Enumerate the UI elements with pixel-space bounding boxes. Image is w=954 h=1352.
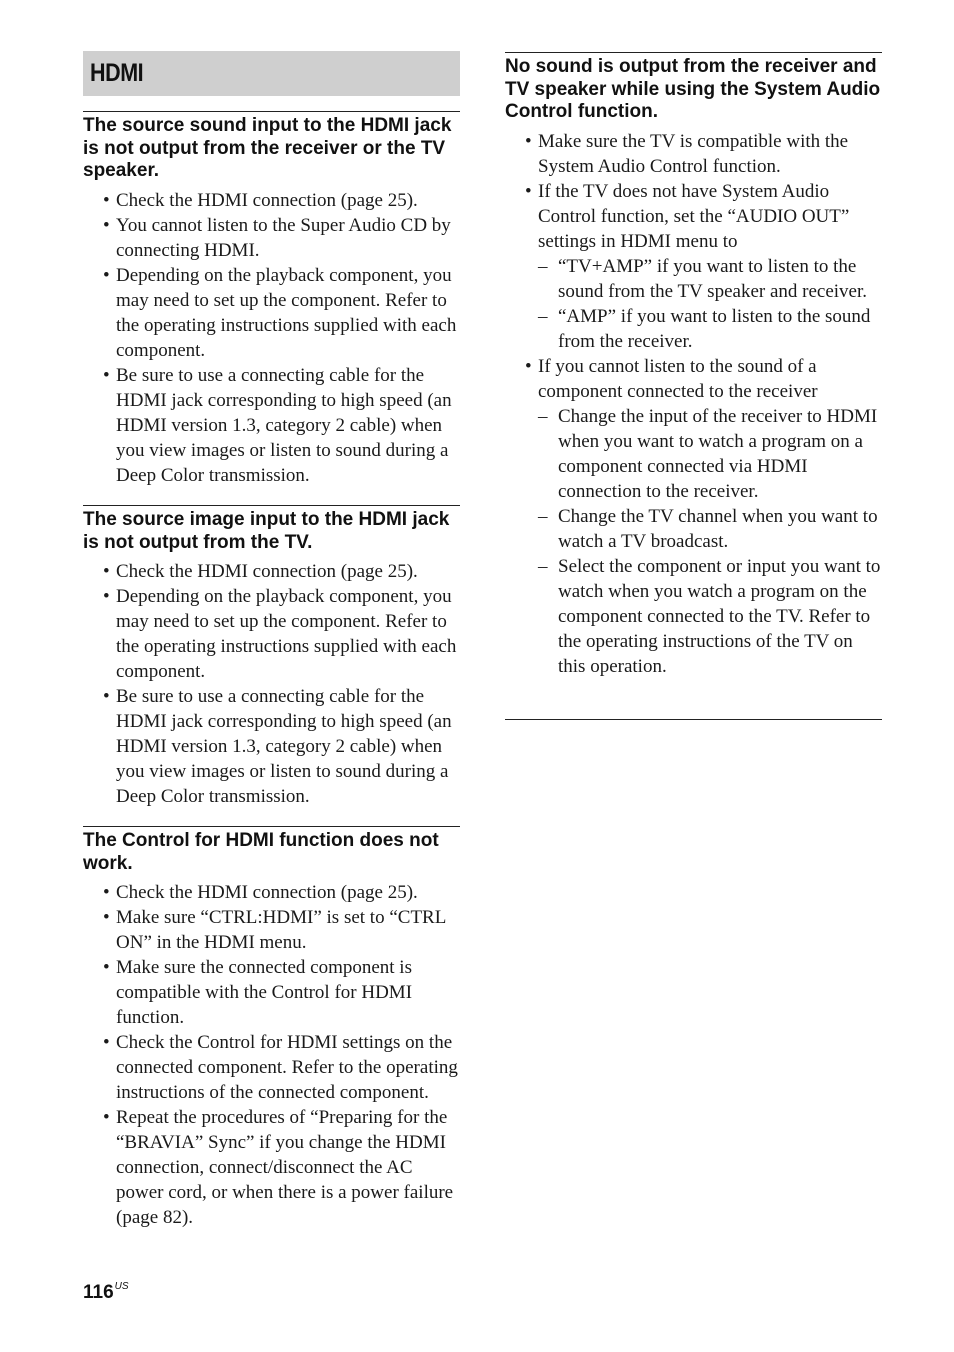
sub-list-item: – Change the input of the receiver to HDMI when you want to watch a program on a component connected via HDMI connection to the receiver. [538, 405, 878, 502]
dash-icon: – [538, 505, 548, 527]
bullet-icon: • [103, 214, 110, 236]
bullet-list [505, 129, 882, 679]
list-item: • Be sure to use a connecting cable for the HDMI jack corresponding to high speed (an HDMI version 1.3, category 2 cable) when you view images or listen to sound during a Deep Color transmission. [103, 364, 452, 486]
bullet-list [83, 880, 460, 1230]
list-item: • Check the HDMI connection (page 25). [103, 189, 418, 211]
dash-icon: – [538, 305, 548, 327]
bullet-list [83, 559, 460, 809]
end-divider [505, 719, 882, 720]
list-item: • Check the Control for HDMI settings on the connected component. Refer to the operating instructions of the connected component. [103, 1032, 458, 1103]
bullet-icon: • [103, 189, 110, 211]
list-item: • You cannot listen to the Super Audio CD by connecting HDMI. [103, 214, 451, 261]
list-item: • Make sure “CTRL:HDMI” is set to “CTRL ON” in the HDMI menu. [103, 907, 446, 953]
bullet-icon: • [525, 180, 532, 202]
list-item: • Repeat the procedures of “Preparing for the “BRAVIA” Sync” if you change the HDMI connection, connect/disconnect the AC power cord, or when there is a power failure (page 82). [103, 1107, 454, 1228]
bullet-icon: • [103, 1032, 110, 1053]
sub-list-item: – Change the TV channel when you want to watch a TV broadcast. [538, 505, 878, 552]
sub-list-item: – “AMP” if you want to listen to the sound from the receiver. [538, 305, 871, 352]
topic-image-not-output [83, 505, 460, 809]
page-number: $116^{US}$ [83, 1281, 129, 1303]
list-item: • If the TV does not have System Audio Control function, set the “AUDIO OUT” settings in HDMI menu to – “TV+AMP” if you want to listen to the sound from the TV speaker and receiver. – “AMP” if you want to listen to the sound from the receiver. [505, 179, 882, 354]
list-item: • Be sure to use a connecting cable for the HDMI jack corresponding to high speed (an HDMI version 1.3, category 2 cable) when you view images or listen to sound during a Deep Color transmission. [103, 686, 452, 807]
section-title: HDMI [90, 59, 144, 87]
topic-heading: The source image input to the HDMI jack is not output from the TV. [83, 509, 450, 553]
bullet-icon: • [103, 957, 110, 978]
bullet-icon: • [103, 364, 110, 386]
bullet-icon: • [103, 264, 110, 286]
list-item: • Make sure the TV is compatible with the System Audio Control function. [525, 130, 849, 177]
bullet-icon: • [103, 561, 110, 582]
bullet-icon: • [103, 882, 110, 903]
sub-list-item: – “TV+AMP” if you want to listen to the sound from the TV speaker and receiver. [538, 255, 868, 302]
dash-list [538, 404, 882, 679]
dash-icon: – [538, 255, 548, 277]
topic-system-audio-control [505, 52, 882, 679]
sub-list-item: – Select the component or input you want to watch when you watch a program on the component connected to the TV. Refer to the operating instructions of the TV on this operation. [538, 555, 881, 677]
page-suffix: US [114, 1281, 129, 1292]
dash-icon: – [538, 555, 548, 577]
list-item: • Depending on the playback component, you may need to set up the component. Refer to the operating instructions supplied with each component. [103, 586, 457, 682]
topic-sound-not-output [83, 111, 460, 488]
dash-list [538, 254, 882, 354]
topic-control-for-hdmi [83, 826, 460, 1230]
bullet-icon: • [103, 1107, 110, 1128]
section-banner [83, 51, 460, 96]
bullet-list [83, 188, 460, 488]
list-item: • Check the HDMI connection (page 25). [103, 561, 418, 582]
list-item: • Depending on the playback component, you may need to set up the component. Refer to the operating instructions supplied with each component. [103, 264, 457, 361]
topic-heading: No sound is output from the receiver and TV speaker while using the System Audio Control function. [505, 56, 881, 122]
bullet-icon: • [103, 907, 110, 928]
bullet-icon: • [525, 130, 532, 152]
bullet-icon: • [103, 686, 110, 707]
list-item: • Make sure the connected component is compatible with the Control for HDMI function. [103, 957, 413, 1028]
dash-icon: – [538, 405, 548, 427]
bullet-icon: • [103, 586, 110, 607]
bullet-icon: • [525, 355, 532, 377]
list-item: • If you cannot listen to the sound of a component connected to the receiver – Change the input of the receiver to HDMI when you want to watch a program on a component connected via HDMI connection to the receiver. – Change the TV channel when you want to watch a TV broadcast. – Select the component or input you want to watch when you watch a program on the component connected to the TV. Refer to the operating instructions of the TV on this operation. [525, 355, 881, 677]
topic-heading: The Control for HDMI function does not work. [83, 830, 439, 874]
topic-heading: The source sound input to the HDMI jack is not output from the receiver or the TV speaker. [83, 115, 452, 181]
list-item: • Check the HDMI connection (page 25). [103, 882, 418, 903]
